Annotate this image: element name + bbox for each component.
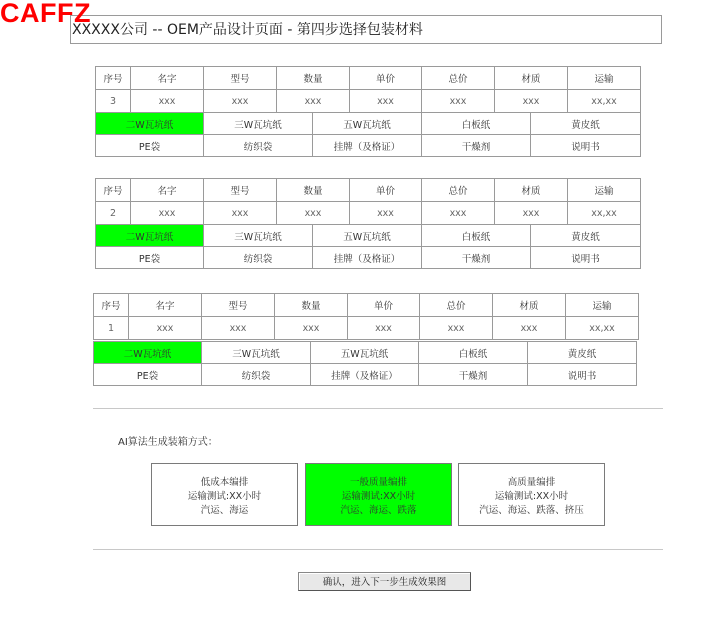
header-cell: 名字: [131, 179, 204, 202]
header-cell: 总价: [420, 294, 493, 317]
header-cell: 序号: [96, 179, 131, 202]
material-option-5w-corrugated[interactable]: 五W瓦坑纸: [311, 342, 419, 364]
material-option-white-board[interactable]: 白板纸: [422, 225, 531, 247]
material-option-2w-corrugated[interactable]: 二W瓦坑纸: [96, 225, 204, 247]
material-option-3w-corrugated[interactable]: 三W瓦坑纸: [202, 342, 311, 364]
cell-qty: xxx: [277, 202, 350, 225]
header-cell: 名字: [129, 294, 202, 317]
table-row: [96, 90, 641, 113]
ai-packing-label: AI算法生成装箱方式：: [118, 437, 218, 448]
cell-index: 1: [94, 317, 129, 340]
material-option-3w-corrugated[interactable]: 三W瓦坑纸: [204, 113, 313, 135]
cell-shipping: xx,xx: [568, 90, 641, 113]
cell-total: xxx: [420, 317, 493, 340]
header-cell: 单价: [350, 67, 422, 90]
cell-material: xxx: [495, 90, 568, 113]
material-option-desiccant[interactable]: 干燥剂: [419, 364, 528, 386]
product-table-3: [93, 293, 639, 340]
table-row: [96, 202, 641, 225]
material-option-2w-corrugated[interactable]: 二W瓦坑纸: [96, 113, 204, 135]
material-option-desiccant[interactable]: 干燥剂: [422, 135, 531, 157]
table-row: [94, 317, 639, 340]
cell-shipping: xx,xx: [568, 202, 641, 225]
material-option-3w-corrugated[interactable]: 三W瓦坑纸: [204, 225, 313, 247]
table-header-row: [96, 67, 641, 90]
material-option-manual[interactable]: 说明书: [528, 364, 637, 386]
header-cell: 总价: [422, 179, 495, 202]
cell-price: xxx: [348, 317, 420, 340]
header-cell: 数量: [277, 179, 350, 202]
packing-option-normal-quality[interactable]: [305, 463, 452, 526]
material-option-woven-bag[interactable]: 纺织袋: [202, 364, 311, 386]
material-table-1: [95, 112, 641, 157]
header-cell: 总价: [422, 67, 495, 90]
header-cell: 型号: [204, 179, 277, 202]
header-cell: 材质: [493, 294, 566, 317]
cell-shipping: xx,xx: [566, 317, 639, 340]
header-cell: 序号: [96, 67, 131, 90]
cell-index: 2: [96, 202, 131, 225]
cell-price: xxx: [350, 90, 422, 113]
header-cell: 型号: [202, 294, 275, 317]
material-option-tag[interactable]: 挂牌（及格证）: [313, 135, 422, 157]
header-cell: 型号: [204, 67, 277, 90]
cell-material: xxx: [495, 202, 568, 225]
cell-model: xxx: [202, 317, 275, 340]
option-title: 一般质量编排: [349, 477, 407, 488]
header-cell: 材质: [495, 67, 568, 90]
header-cell: 序号: [94, 294, 129, 317]
section-divider: [93, 549, 663, 550]
material-option-white-board[interactable]: 白板纸: [419, 342, 528, 364]
material-option-tag[interactable]: 挂牌（及格证）: [313, 247, 422, 269]
product-table-2: [95, 178, 641, 225]
cell-total: xxx: [422, 202, 495, 225]
cell-model: xxx: [204, 90, 277, 113]
material-option-kraft-paper[interactable]: 黄皮纸: [531, 225, 641, 247]
packing-option-low-cost[interactable]: [151, 463, 298, 526]
header-cell: 材质: [495, 179, 568, 202]
material-option-woven-bag[interactable]: 纺织袋: [204, 135, 313, 157]
cell-name: xxx: [131, 90, 204, 113]
header-cell: 数量: [275, 294, 348, 317]
material-option-kraft-paper[interactable]: 黄皮纸: [528, 342, 637, 364]
cell-total: xxx: [422, 90, 495, 113]
material-option-pe-bag[interactable]: PE袋: [96, 247, 204, 269]
material-option-white-board[interactable]: 白板纸: [422, 113, 531, 135]
cell-material: xxx: [493, 317, 566, 340]
material-option-manual[interactable]: 说明书: [531, 247, 641, 269]
option-test-time: 运输测试:XX小时: [494, 491, 569, 502]
option-transport: 汽运、海运: [200, 505, 249, 516]
confirm-next-button[interactable]: 确认，进入下一步生成效果图: [298, 572, 471, 591]
option-test-time: 运输测试:XX小时: [341, 491, 416, 502]
material-option-2w-corrugated[interactable]: 二W瓦坑纸: [94, 342, 202, 364]
table-header-row: [94, 294, 639, 317]
cell-name: xxx: [129, 317, 202, 340]
section-divider: [93, 408, 663, 409]
header-cell: 运输: [566, 294, 639, 317]
material-option-pe-bag[interactable]: PE袋: [96, 135, 204, 157]
cell-qty: xxx: [275, 317, 348, 340]
material-option-5w-corrugated[interactable]: 五W瓦坑纸: [313, 113, 422, 135]
option-test-time: 运输测试:XX小时: [187, 491, 262, 502]
brand-logo: CAFFZ: [0, 0, 91, 28]
option-title: 高质量编排: [507, 477, 556, 488]
cell-model: xxx: [204, 202, 277, 225]
header-cell: 单价: [348, 294, 420, 317]
cell-qty: xxx: [277, 90, 350, 113]
packing-option-high-quality[interactable]: [458, 463, 605, 526]
material-option-pe-bag[interactable]: PE袋: [94, 364, 202, 386]
cell-price: xxx: [350, 202, 422, 225]
header-cell: 数量: [277, 67, 350, 90]
header-cell: 单价: [350, 179, 422, 202]
material-option-kraft-paper[interactable]: 黄皮纸: [531, 113, 641, 135]
option-transport: 汽运、海运、跌落、挤压: [479, 505, 584, 516]
material-option-5w-corrugated[interactable]: 五W瓦坑纸: [313, 225, 422, 247]
option-transport: 汽运、海运、跌落: [340, 505, 417, 516]
header-cell: 运输: [568, 179, 641, 202]
material-option-desiccant[interactable]: 干燥剂: [422, 247, 531, 269]
product-table-1: [95, 66, 641, 113]
table-header-row: [96, 179, 641, 202]
header-cell: 运输: [568, 67, 641, 90]
material-option-manual[interactable]: 说明书: [531, 135, 641, 157]
header-cell: 名字: [131, 67, 204, 90]
cell-index: 3: [96, 90, 131, 113]
cell-name: xxx: [131, 202, 204, 225]
page-title: XXXXX公司 -- OEM产品设计页面 - 第四步选择包装材料: [70, 15, 662, 44]
material-table-2: [95, 224, 641, 269]
option-title: 低成本编排: [200, 477, 249, 488]
material-table-3: [93, 341, 637, 386]
material-option-woven-bag[interactable]: 纺织袋: [204, 247, 313, 269]
material-option-tag[interactable]: 挂牌（及格证）: [311, 364, 419, 386]
